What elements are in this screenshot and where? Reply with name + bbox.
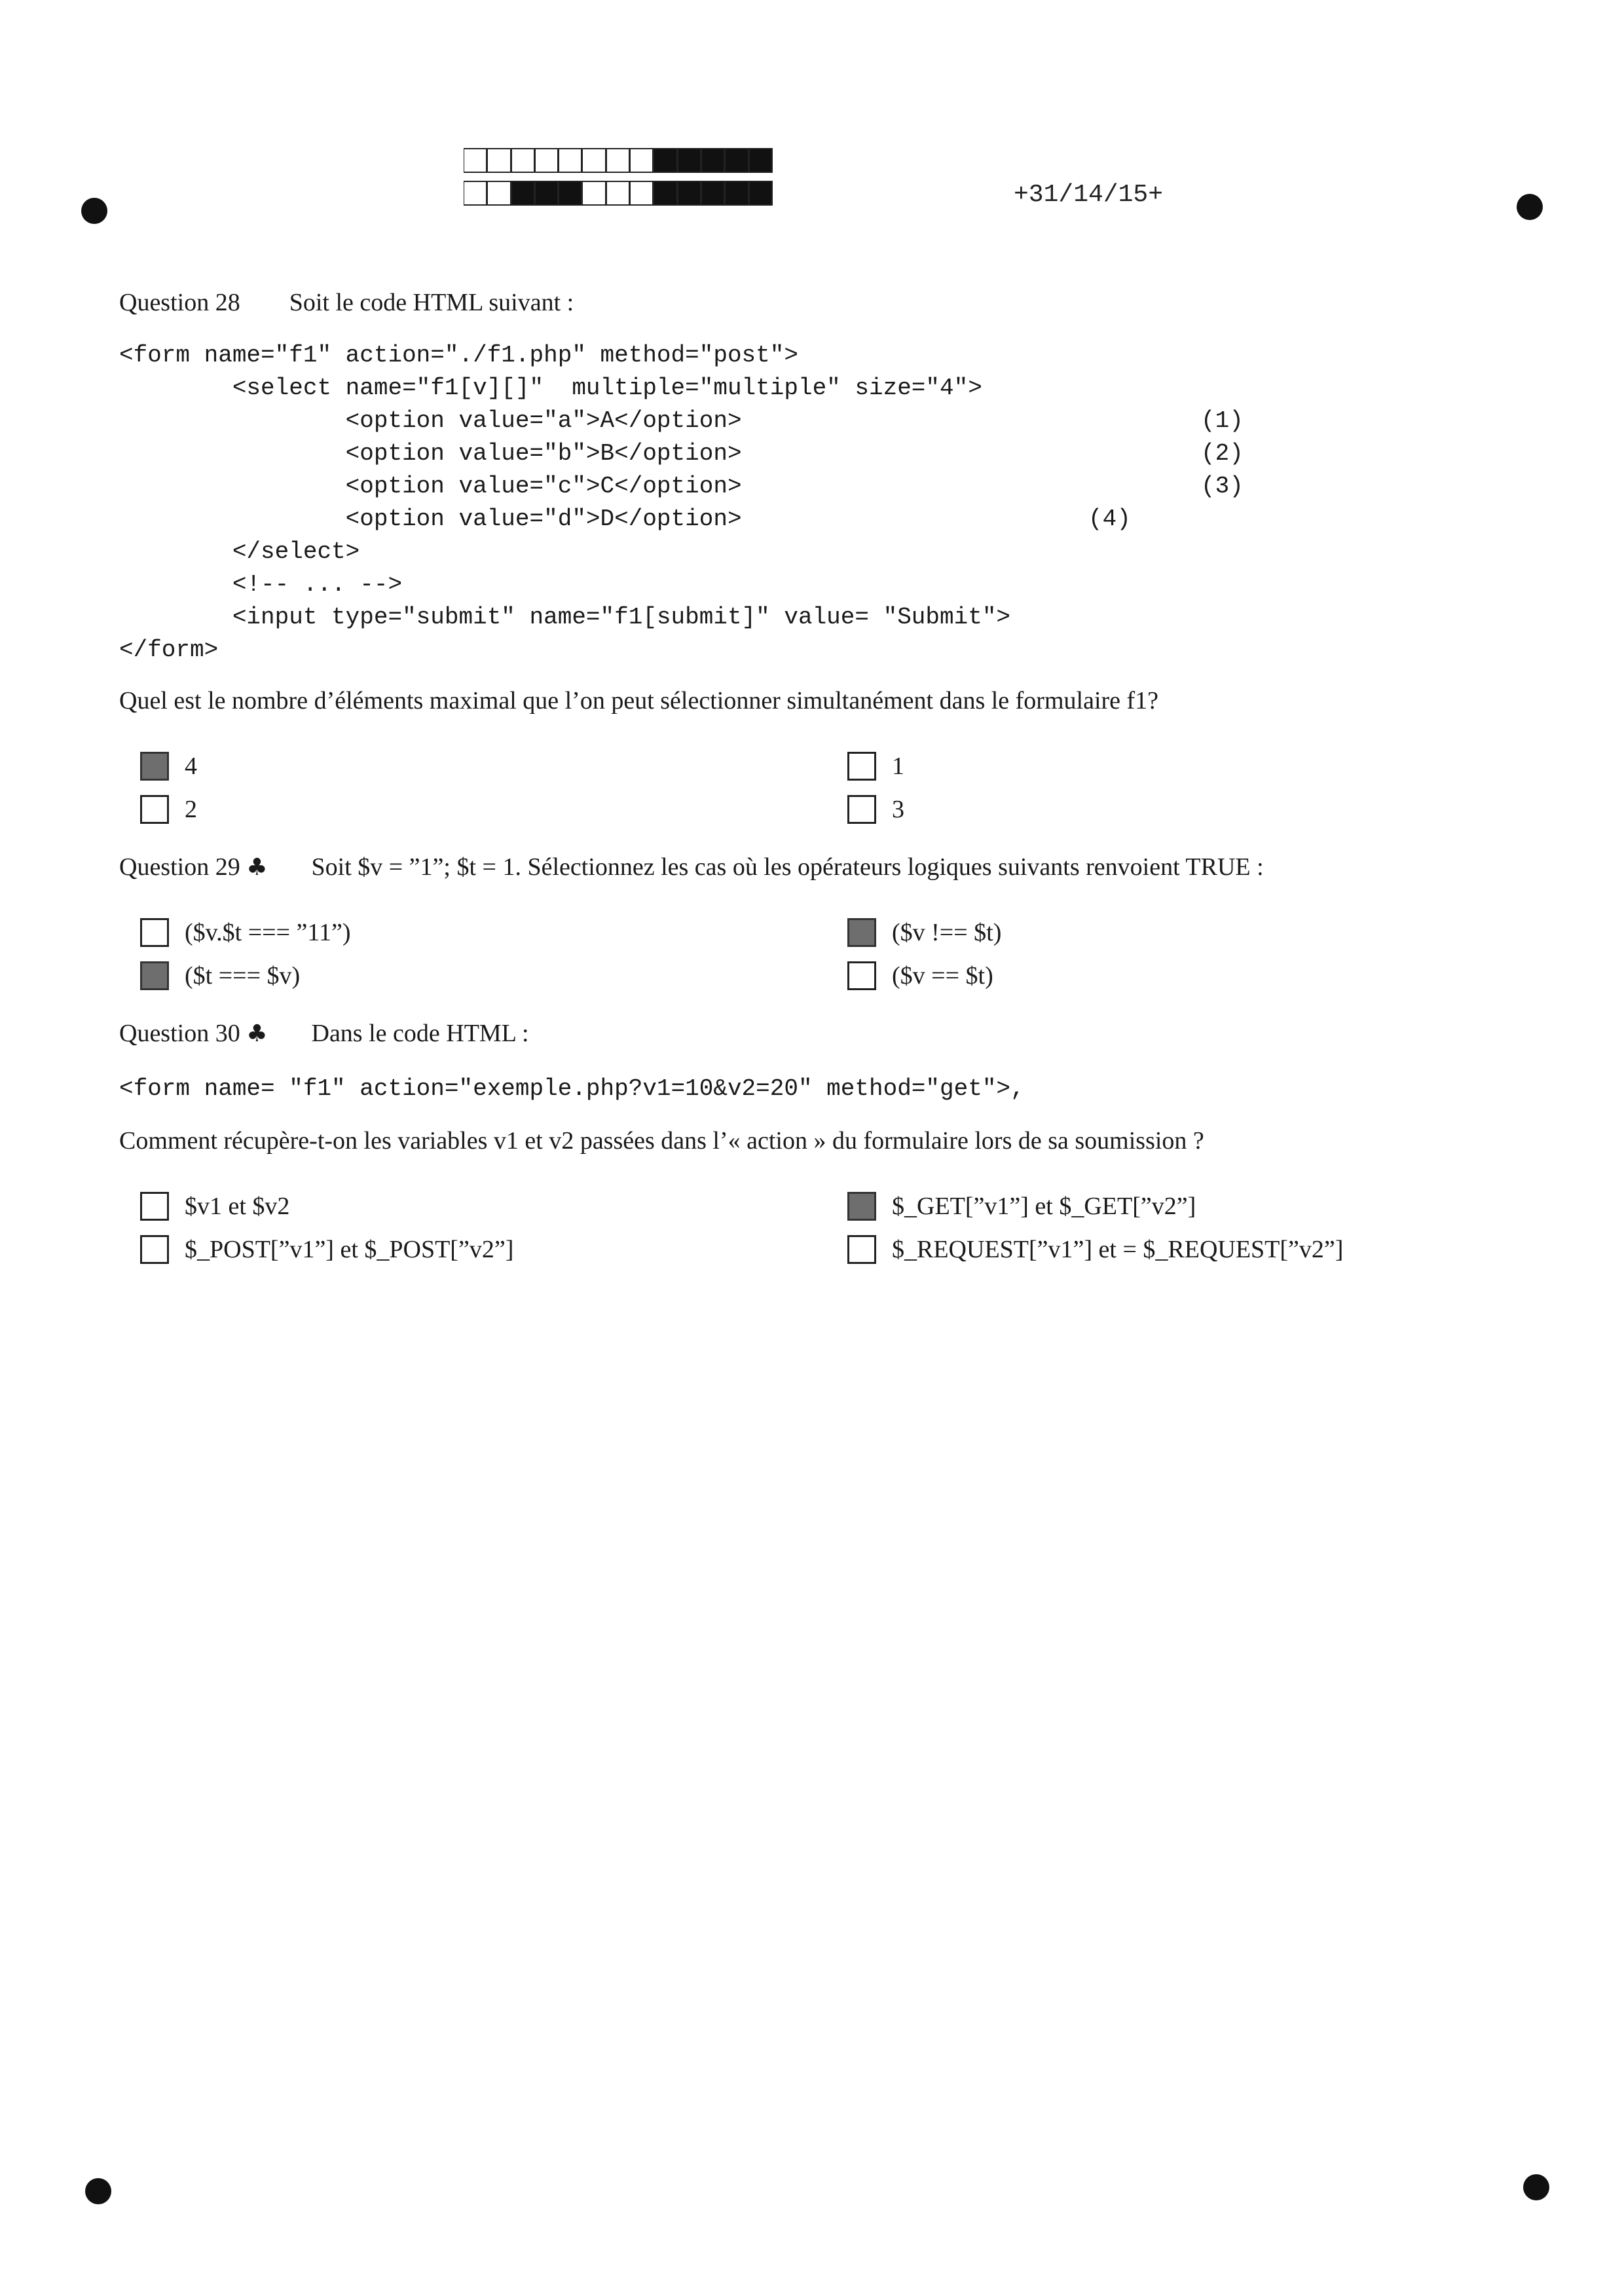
barcode-cell <box>654 148 677 173</box>
q29-option[interactable] <box>140 918 351 947</box>
checkbox[interactable] <box>847 918 876 947</box>
code-line: <option value="d">D</option> <box>119 506 742 532</box>
question-28-header <box>119 288 574 317</box>
registration-dot-bottom-right <box>1523 2174 1549 2200</box>
code-line: <!-- ... --> <box>119 571 403 598</box>
option-label: 1 <box>892 752 904 780</box>
code-line: <form name= "f1" action="exemple.php?v1=10&v2=20" method="get">, <box>119 1075 1025 1102</box>
code-mark-1: (1) <box>1201 407 1244 434</box>
code-line: </form> <box>119 637 219 663</box>
barcode-cell <box>749 148 773 173</box>
checkbox[interactable] <box>140 795 169 824</box>
barcode-cell <box>559 148 582 173</box>
page-id: +31/14/15+ <box>1014 181 1164 209</box>
code-line: <input type="submit" name="f1[submit]" value= "Submit"> <box>119 604 1011 631</box>
question-28-label: Question 28 <box>119 289 240 316</box>
checkbox[interactable] <box>140 918 169 947</box>
registration-dot-bottom-left <box>85 2178 111 2204</box>
barcode-cell <box>725 148 748 173</box>
q28-option[interactable] <box>847 752 904 781</box>
barcode-cell <box>535 181 559 206</box>
barcode-cell <box>749 181 773 206</box>
barcode-cell <box>582 181 606 206</box>
code-line: <option value="c">C</option> <box>119 473 742 500</box>
q30-option[interactable] <box>140 1235 513 1264</box>
registration-dot-top-right <box>1517 194 1543 220</box>
q30-option[interactable] <box>140 1192 289 1221</box>
question-30-label: Question 30 <box>119 1020 240 1047</box>
option-label: 3 <box>892 796 904 823</box>
q28-option[interactable] <box>140 752 197 781</box>
q29-option[interactable] <box>140 961 300 990</box>
checkbox[interactable] <box>140 1235 169 1264</box>
checkbox[interactable] <box>140 961 169 990</box>
option-label: $_REQUEST[”v1”] et = $_REQUEST[”v2”] <box>892 1236 1344 1263</box>
option-label: $v1 et $v2 <box>185 1193 290 1220</box>
q30-option[interactable] <box>847 1235 1343 1264</box>
barcode-cell <box>630 148 654 173</box>
checkbox[interactable] <box>847 1235 876 1264</box>
checkbox[interactable] <box>140 1192 169 1221</box>
code-line: <select name="f1[v][]" multiple="multiple" size="4"> <box>119 375 982 401</box>
club-icon: ♣ <box>246 854 268 881</box>
checkbox[interactable] <box>140 752 169 781</box>
checkbox[interactable] <box>847 961 876 990</box>
code-line: <option value="b">B</option> <box>119 440 742 467</box>
barcode-cell <box>654 181 677 206</box>
barcode-cell <box>678 148 701 173</box>
registration-dot-top-left <box>81 198 107 224</box>
q30-option[interactable] <box>847 1192 1196 1221</box>
checkbox[interactable] <box>847 795 876 824</box>
barcode-cell <box>511 148 535 173</box>
code-line: </select> <box>119 538 360 565</box>
option-label: 4 <box>185 752 197 780</box>
option-label: ($v !== $t) <box>892 919 1002 946</box>
question-28-prompt: Quel est le nombre d’éléments maximal que l’on peut sélectionner simultanément dans le formulaire f1? <box>119 687 1159 714</box>
barcode-cell <box>701 181 725 206</box>
barcode-cell <box>630 181 654 206</box>
code-line: <form name="f1" action="./f1.php" method="post"> <box>119 342 798 369</box>
header-barcode-row-1 <box>464 148 773 173</box>
q28-option[interactable] <box>847 795 904 824</box>
question-29-label: Question 29 <box>119 853 240 881</box>
barcode-cell <box>678 181 701 206</box>
option-label: ($v == $t) <box>892 962 993 990</box>
question-30-prompt: Comment récupère-t-on les variables v1 et v2 passées dans l’« action » du formulaire lors de sa soumission ? <box>119 1127 1204 1155</box>
code-mark-2: (2) <box>1201 440 1244 467</box>
option-label: 2 <box>185 796 197 823</box>
checkbox[interactable] <box>847 1192 876 1221</box>
q29-option[interactable] <box>847 918 1001 947</box>
barcode-cell <box>464 181 487 206</box>
question-29-title: Soit $v = ”1”; $t = 1. Sélectionnez les cas où les opérateurs logiques suivants renvoient TRUE : <box>311 853 1264 881</box>
question-29-header <box>119 853 1264 882</box>
question-30-title: Dans le code HTML : <box>311 1020 529 1047</box>
question-28-title: Soit le code HTML suivant : <box>289 289 574 316</box>
barcode-cell <box>511 181 535 206</box>
checkbox[interactable] <box>847 752 876 781</box>
code-line: <option value="a">A</option> <box>119 407 742 434</box>
code-mark-3: (3) <box>1201 473 1244 500</box>
option-label: $_GET[”v1”] et $_GET[”v2”] <box>892 1193 1196 1220</box>
q28-option[interactable] <box>140 795 197 824</box>
club-icon: ♣ <box>246 1020 268 1047</box>
barcode-cell <box>701 148 725 173</box>
barcode-cell <box>464 148 487 173</box>
option-label: ($t === $v) <box>185 962 301 990</box>
barcode-cell <box>487 148 511 173</box>
barcode-cell <box>559 181 582 206</box>
q29-option[interactable] <box>847 961 993 990</box>
barcode-cell <box>535 148 559 173</box>
header-barcode-row-2 <box>464 181 773 206</box>
question-30-header <box>119 1019 529 1048</box>
barcode-cell <box>606 181 630 206</box>
option-label: $_POST[”v1”] et $_POST[”v2”] <box>185 1236 514 1263</box>
barcode-cell <box>487 181 511 206</box>
barcode-cell <box>725 181 748 206</box>
barcode-cell <box>582 148 606 173</box>
barcode-cell <box>606 148 630 173</box>
option-label: ($v.$t === ”11”) <box>185 919 351 946</box>
code-mark-4: (4) <box>1088 506 1131 532</box>
